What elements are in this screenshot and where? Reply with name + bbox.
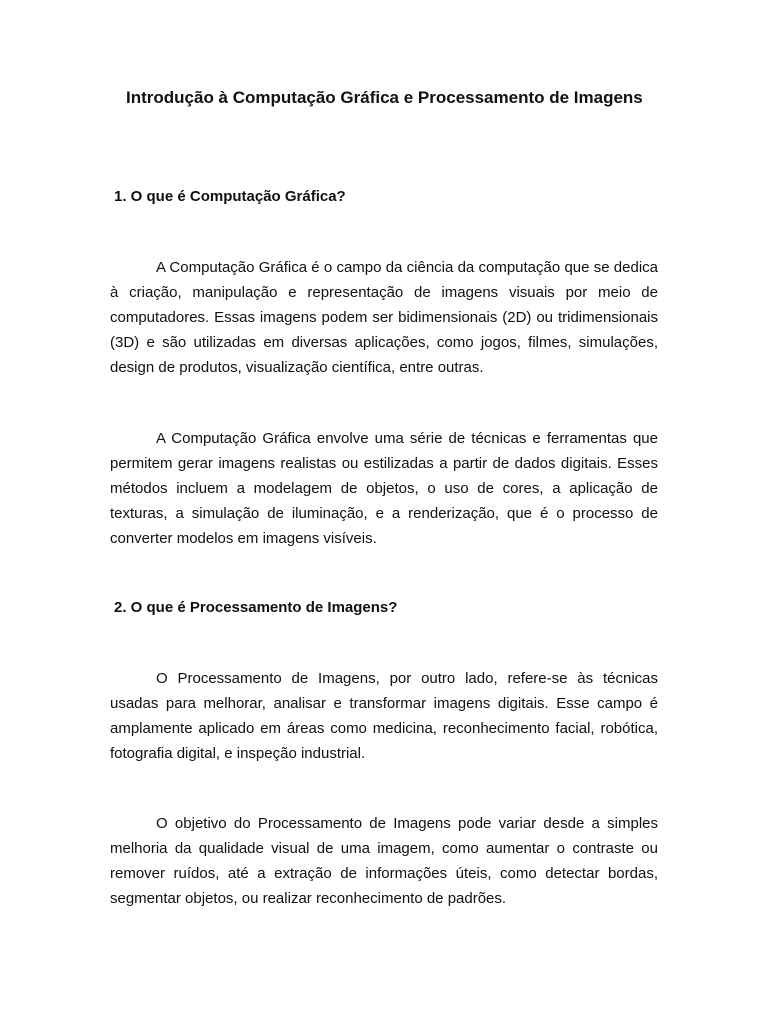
section-heading-processamento-imagens: 2. O que é Processamento de Imagens? [114,599,398,616]
paragraph-cg-techniques: A Computação Gráfica envolve uma série de técnicas e ferramentas que permitem gerar imagens realistas ou estilizadas a partir de dados digitais. Esses métodos incluem a modelagem de objetos, o uso de cores, a aplicação de texturas, a simulação de iluminação, e a renderização, que é o processo de converter modelos em imagens visíveis. [110,430,658,547]
paragraph-pi-definition: O Processamento de Imagens, por outro lado, refere-se às técnicas usadas para melhorar, analisar e transformar imagens digitais. Esse campo é amplamente aplicado em áreas como medicina, reconhecimento facial, robótica, fotografia digital, e inspeção industrial. [110,670,658,762]
document-title: Introdução à Computação Gráfica e Processamento de Imagens [126,88,643,107]
section-heading-computacao-grafica: 1. O que é Computação Gráfica? [114,188,346,205]
paragraph-pi-objectives: O objetivo do Processamento de Imagens pode variar desde a simples melhoria da qualidade visual de uma imagem, como aumentar o contraste ou remover ruídos, até a extração de informações úteis, como detectar bordas, segmentar objetos, ou realizar reconhecimento de padrões. [110,815,658,907]
paragraph-cg-definition: A Computação Gráfica é o campo da ciência da computação que se dedica à criação, manipulação e representação de imagens visuais por meio de computadores. Essas imagens podem ser bidimensionais (2D) ou tridimensionais (3D) e são utilizadas em diversas aplicações, como jogos, filmes, simulações, design de produtos, visualização científica, entre outras. [110,259,658,376]
